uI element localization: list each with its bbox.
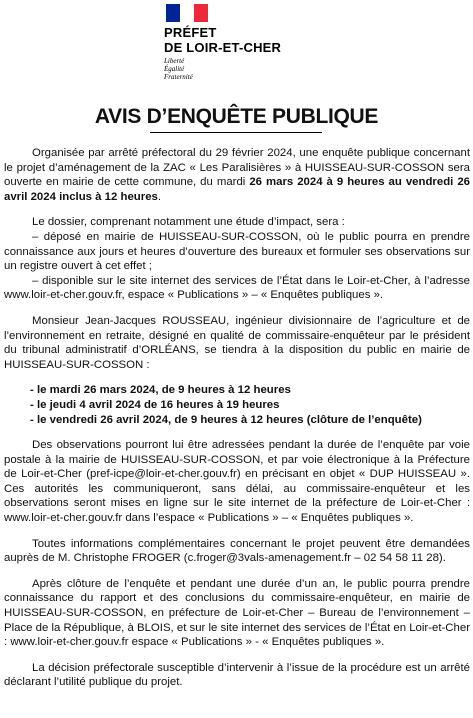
flag-blue-band — [166, 4, 180, 22]
logo-department-text: DE LOIR-ET-CHER — [164, 40, 282, 55]
dossier-item-internet: – disponible sur le site internet des services de l’État dans le Loir-et-Cher, à l’adresse www.loir-et-cher.gouv.fr, espace « Publications » – « Enquêtes publiques ». — [4, 274, 470, 302]
logo-prefet-text: PRÉFET — [164, 25, 217, 40]
permanence-date-item: - le vendredi 26 avril 2024, de 9 heures à 12 heures (clôture de l’enquête) — [30, 413, 422, 426]
prefecture-logo — [164, 4, 284, 81]
intro-text-end: . — [157, 190, 162, 203]
intro-paragraph — [4, 146, 470, 204]
permanence-date-item: - le jeudi 4 avril 2024 de 16 heures à 19 heures — [30, 398, 280, 411]
observations-paragraph: Des observations pourront lui être adressées pendant la durée de l’enquête par voie postale à la mairie de HUISSEAU-SUR-COSSON, et par voie électronique à la Préfecture de Loir-et-Cher (pref-icpe@loir-et-cher.gouv.fr) en précisant en objet « DUP HUISSEAU ». Ces autorités les communiqueront, sans délai, au commissaire-enquêteur et les observations seront mises en ligne sur le site internet de la préfecture de Loir-et-Cher : www.loir-et-cher.gouv.fr dans l’espace « Publications » – « Enquêtes publiques ». — [4, 439, 470, 525]
permanence-dates — [4, 383, 470, 427]
permanence-date-item: - le mardi 26 mars 2024, de 9 heures à 12 heures — [30, 384, 291, 397]
motto-egalite: Égalité — [164, 65, 185, 73]
contact-paragraph: Toutes informations complémentaires concernant le projet peuvent être demandées auprès de M. Christophe FROGER (c.froger@3vals-amenagement.fr – 02 54 58 11 28). — [4, 537, 470, 565]
flag-red-band — [194, 4, 208, 22]
dossier-intro: Le dossier, comprenant notamment une étude d’impact, sera : — [32, 216, 345, 229]
motto-fraternite: Fraternité — [164, 73, 193, 81]
after-closure-paragraph: Après clôture de l’enquête et pendant une durée d’un an, le public pourra prendre connaissance du rapport et des conclusions du commissaire-enquêteur, en mairie de HUISSEAU-SUR-COSSON, en préfecture de Loir-et-Cher – Bureau de l’environnement – Place de la République, à BLOIS, et sur le site internet des services de l’État en Loir-et-Cher : www.loir-et-cher.gouv.fr espace « Publications » - « Enquêtes publiques ». — [4, 577, 470, 649]
enquiry-dates: 26 mars 2024 à 9 heures au vendredi 26 avril 2024 inclus à 12 heures — [4, 176, 470, 203]
notice-body — [4, 146, 470, 701]
dossier-item-mairie: – déposé en mairie de HUISSEAU-SUR-COSSON, où le public pourra en prendre connaissance aux jours et heures d’ouverture des bureaux et formuler ses observations sur un registre ouvert à cet effet ; — [4, 230, 470, 273]
motto-liberte: Liberté — [164, 57, 185, 65]
flag-white-band — [180, 4, 194, 22]
title-underline — [150, 132, 322, 133]
decision-paragraph: La décision préfectorale susceptible d’intervenir à l’issue de la procédure est un arrêté déclarant l’utilité publique du projet. — [4, 661, 470, 689]
intro-text-start: Organisée par arrêté préfectoral du 29 février 2024, une enquête publique concernant le projet d’aménagement de la ZAC « Les Paralisières » à HUISSEAU-SUR-COSSON sera ouverte en mairie de cette commune, du mardi — [4, 147, 470, 189]
notice-title: AVIS D’ENQUÊTE PUBLIQUE — [94, 105, 379, 128]
commissioner-paragraph: Monsieur Jean-Jacques ROUSSEAU, ingénieur divisionnaire de l’agriculture et de l’environnement en retraite, désigné en qualité de commissaire-enquêteur par le président du tribunal administratif d’ORLÉANS, se tiendra à la disposition du public en mairie de HUISSEAU-SUR-COSSON : — [4, 314, 470, 371]
republic-motto — [164, 57, 284, 81]
french-flag-icon — [166, 4, 208, 22]
